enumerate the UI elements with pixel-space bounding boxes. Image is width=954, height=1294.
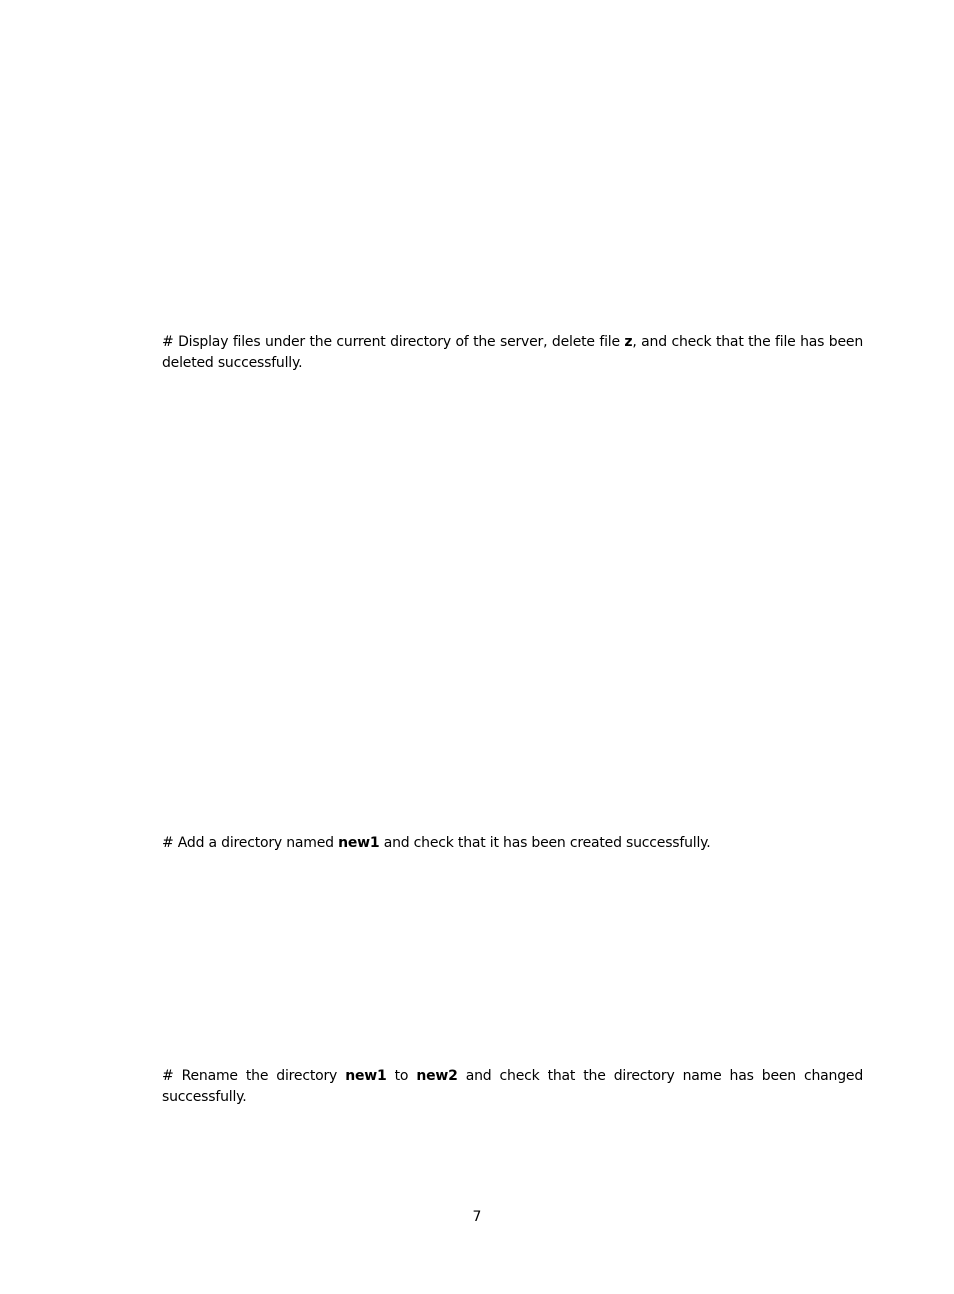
text-segment: and check that the directory name has been changed successfully. [162,1068,864,1105]
text-segment: # Display files under the current directory of the server, delete file [162,334,625,350]
old-directory-name-bold: new1 [345,1068,387,1084]
text-segment: to [386,1068,417,1084]
filename-bold: z [624,334,633,350]
text-segment: # Add a directory named [162,835,339,851]
new-directory-name-bold: new2 [416,1068,458,1084]
instruction-delete-file [162,332,863,374]
directory-name-bold: new1 [338,835,380,851]
instruction-add-directory [162,833,863,854]
page-number: 7 [472,1209,482,1225]
text-segment: # Rename the directory [162,1068,346,1084]
instruction-rename-directory [162,1066,863,1108]
text-segment: and check that it has been created successfully. [379,835,711,851]
text-segment: , and check that the file has been deleted successfully. [162,334,863,371]
